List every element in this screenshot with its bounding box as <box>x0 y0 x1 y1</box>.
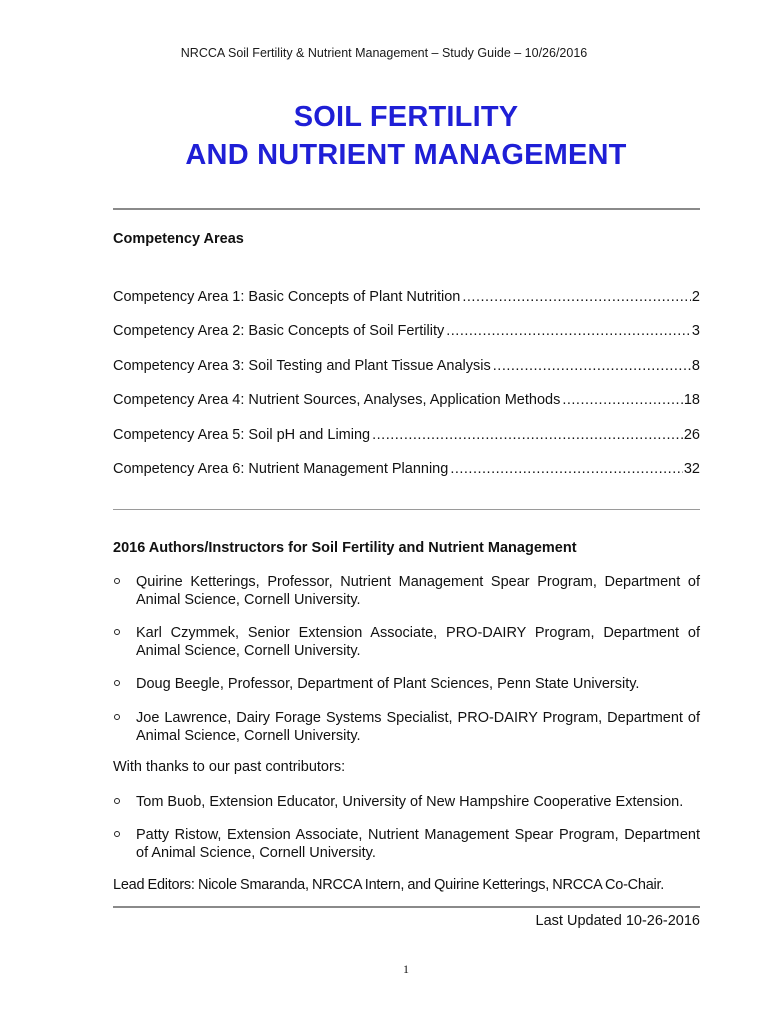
toc-entry-label: Competency Area 4: Nutrient Sources, Analyses, Application Methods <box>113 392 561 409</box>
hollow-bullet-icon <box>114 798 120 804</box>
toc-entry[interactable] <box>113 461 700 495</box>
toc-entry-page: 18 <box>683 392 700 409</box>
toc-entry-page: 3 <box>691 323 700 340</box>
last-updated: Last Updated 10-26-2016 <box>535 913 700 929</box>
hollow-bullet-icon <box>114 714 120 720</box>
list-item <box>113 573 700 624</box>
toc-entry-label: Competency Area 6: Nutrient Management Planning <box>113 460 449 477</box>
list-item <box>113 709 700 749</box>
hollow-bullet-icon <box>114 629 120 635</box>
toc-leader-dots <box>450 461 683 477</box>
toc-entry-page: 26 <box>683 426 700 443</box>
authors-list <box>113 573 700 749</box>
author-entry: Quirine Ketterings, Professor, Nutrient Management Spear Program, Department of Animal Science, Cornell University. <box>136 574 700 608</box>
toc-entry[interactable] <box>113 427 700 461</box>
running-header: NRCCA Soil Fertility & Nutrient Management – Study Guide – 10/26/2016 <box>180 46 588 60</box>
hollow-bullet-icon <box>114 578 120 584</box>
toc-entry-label: Competency Area 5: Soil pH and Liming <box>113 426 371 443</box>
toc-leader-dots <box>372 427 683 443</box>
toc-entry-label: Competency Area 1: Basic Concepts of Plant Nutrition <box>113 289 461 305</box>
author-entry: Doug Beegle, Professor, Department of Plant Sciences, Penn State University. <box>136 676 640 692</box>
list-item <box>113 826 700 866</box>
authors-heading: 2016 Authors/Instructors for Soil Fertility and Nutrient Management <box>113 540 577 556</box>
toc-entry[interactable] <box>113 392 700 426</box>
toc-divider <box>113 509 700 510</box>
table-of-contents <box>113 289 700 495</box>
title-line-1: SOIL FERTILITY <box>293 101 519 133</box>
hollow-bullet-icon <box>114 680 120 686</box>
author-entry: Karl Czymmek, Senior Extension Associate, PRO-DAIRY Program, Department of Animal Science, Cornell University. <box>136 625 700 659</box>
toc-entry-page: 32 <box>683 460 700 477</box>
toc-entry-page: 8 <box>691 357 700 374</box>
toc-entry-page: 2 <box>691 289 700 305</box>
toc-leader-dots <box>446 323 691 339</box>
toc-leader-dots <box>462 289 691 305</box>
toc-entry-label: Competency Area 3: Soil Testing and Plant Tissue Analysis <box>113 357 491 374</box>
title-divider <box>113 208 700 210</box>
toc-entry-label: Competency Area 2: Basic Concepts of Soil Fertility <box>113 323 445 340</box>
contributor-entry: Patty Ristow, Extension Associate, Nutrient Management Spear Program, Department of Animal Science, Cornell University. <box>136 827 700 861</box>
toc-entry[interactable] <box>113 323 700 357</box>
contributor-entry: Tom Buob, Extension Educator, University of New Hampshire Cooperative Extension. <box>136 794 684 810</box>
author-entry: Joe Lawrence, Dairy Forage Systems Specialist, PRO-DAIRY Program, Department of Animal Science, Cornell University. <box>136 710 700 744</box>
title-line-2: AND NUTRIENT MANAGEMENT <box>185 139 627 171</box>
competency-heading: Competency Areas <box>113 231 244 247</box>
toc-entry[interactable] <box>113 358 700 392</box>
page-number: 1 <box>403 962 409 976</box>
list-item <box>113 793 700 826</box>
list-item <box>113 675 700 709</box>
list-item <box>113 624 700 675</box>
past-contributors-list <box>113 793 700 866</box>
toc-leader-dots <box>493 358 691 374</box>
lead-editors: Lead Editors: Nicole Smaranda, NRCCA Intern, and Quirine Ketterings, NRCCA Co-Chair. <box>113 877 665 893</box>
footer-divider <box>113 906 700 908</box>
past-contributors-intro: With thanks to our past contributors: <box>113 759 346 775</box>
toc-leader-dots <box>562 392 683 408</box>
document-title <box>0 98 768 174</box>
hollow-bullet-icon <box>114 831 120 837</box>
toc-entry[interactable] <box>113 289 700 323</box>
